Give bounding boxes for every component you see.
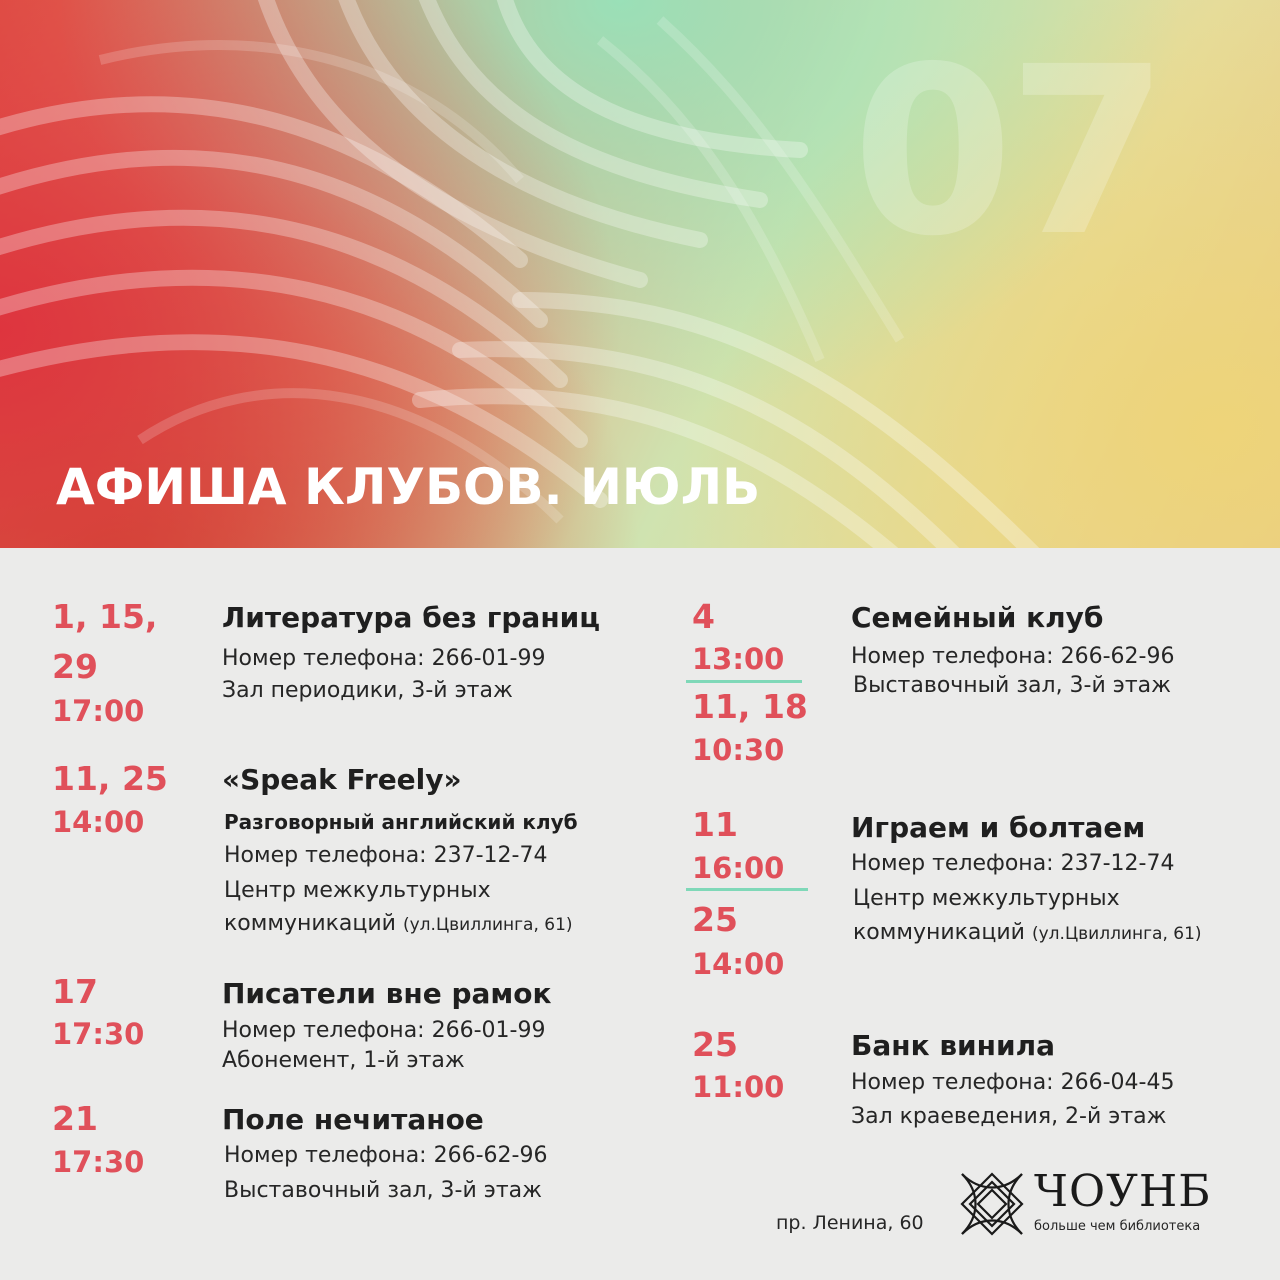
event-dates-speak bbox=[52, 759, 168, 798]
event-place: Центр межкультурных bbox=[224, 878, 491, 903]
event-dates-literature bbox=[52, 597, 158, 636]
event-phone-writers bbox=[222, 1020, 545, 1042]
event-phone-family bbox=[851, 646, 1174, 668]
event-place-writers bbox=[222, 1050, 465, 1072]
event-dates: 21 bbox=[52, 1099, 98, 1138]
event-dates: 11, 18 bbox=[692, 687, 808, 726]
event-title-literature bbox=[222, 601, 601, 634]
event-time-field bbox=[52, 1145, 145, 1179]
event-place-field bbox=[224, 1180, 542, 1202]
event-time: 13:00 bbox=[692, 642, 785, 676]
event-dates: 17 bbox=[52, 972, 98, 1011]
slot-separator bbox=[686, 888, 808, 891]
event-title-family bbox=[851, 601, 1104, 634]
event-dates-family bbox=[692, 597, 715, 636]
event-dates-vinyl bbox=[692, 1025, 738, 1064]
event-dates: 11 bbox=[692, 805, 738, 844]
event-dates: 1, 15, bbox=[52, 597, 158, 636]
event-place-play-cont bbox=[853, 922, 1202, 944]
event-place-speak-cont bbox=[224, 913, 573, 935]
event-place: Абонемент, 1-й этаж bbox=[222, 1048, 465, 1073]
month-number: 07 bbox=[852, 17, 1163, 287]
event-time: 17:00 bbox=[52, 694, 145, 728]
event-title: Семейный клуб bbox=[851, 601, 1104, 634]
event-title-writers bbox=[222, 977, 552, 1010]
logo-name: ЧОУНБ bbox=[1034, 1166, 1212, 1217]
event-dates: 25 bbox=[692, 900, 738, 939]
event-phone-speak bbox=[224, 845, 547, 867]
event-phone-vinyl bbox=[851, 1072, 1174, 1094]
event-dates: 29 bbox=[52, 647, 98, 686]
event-dates-family-2 bbox=[692, 687, 808, 726]
event-subtitle: Разговорный английский клуб bbox=[224, 810, 578, 834]
event-title: «Speak Freely» bbox=[222, 763, 462, 796]
event-phone: Номер телефона: 237-12-74 bbox=[851, 851, 1175, 876]
event-phone: Номер телефона: 266-01-99 bbox=[222, 1018, 546, 1043]
event-phone-field bbox=[224, 1145, 547, 1167]
event-time: 11:00 bbox=[692, 1070, 785, 1104]
event-title-speak bbox=[222, 763, 462, 796]
event-title-field bbox=[222, 1103, 484, 1136]
event-place-family bbox=[853, 675, 1171, 697]
event-time: 10:30 bbox=[692, 733, 785, 767]
event-time-family-2 bbox=[692, 733, 785, 767]
event-place-cont bbox=[224, 913, 573, 935]
event-time: 17:30 bbox=[52, 1145, 145, 1179]
event-place-literature bbox=[222, 680, 513, 702]
event-title: Банк винила bbox=[851, 1029, 1056, 1062]
event-phone: Номер телефона: 266-04-45 bbox=[851, 1070, 1175, 1095]
event-dates: 11, 25 bbox=[52, 759, 168, 798]
event-time-speak bbox=[52, 805, 145, 839]
event-time: 16:00 bbox=[692, 851, 785, 885]
event-place-cont bbox=[853, 922, 1202, 944]
event-place: Выставочный зал, 3-й этаж bbox=[853, 673, 1171, 698]
place-text: коммуникаций bbox=[853, 920, 1025, 945]
event-time: 14:00 bbox=[52, 805, 145, 839]
event-subtitle-speak bbox=[224, 812, 578, 832]
event-dates-field bbox=[52, 1099, 98, 1138]
hero-banner bbox=[0, 0, 1280, 548]
place-address: (ул.Цвиллинга, 61) bbox=[402, 915, 573, 935]
event-phone: Номер телефона: 266-62-96 bbox=[224, 1143, 548, 1168]
event-time: 14:00 bbox=[692, 947, 785, 981]
library-logo-icon bbox=[960, 1172, 1024, 1236]
event-title: Поле нечитаное bbox=[222, 1103, 484, 1136]
event-phone: Номер телефона: 266-62-96 bbox=[851, 644, 1175, 669]
event-time-literature bbox=[52, 694, 145, 728]
page-title: АФИША КЛУБОВ. ИЮЛЬ bbox=[56, 458, 761, 516]
event-phone-play bbox=[851, 853, 1174, 875]
event-phone-literature bbox=[222, 648, 545, 670]
event-title-vinyl bbox=[851, 1029, 1056, 1062]
event-title-play bbox=[851, 811, 1146, 844]
place-text: коммуникаций bbox=[224, 911, 396, 936]
event-time-vinyl bbox=[692, 1070, 785, 1104]
event-place: Зал периодики, 3-й этаж bbox=[222, 678, 513, 703]
event-dates-writers bbox=[52, 972, 98, 1011]
event-title: Литература без границ bbox=[222, 601, 601, 634]
event-place-vinyl bbox=[851, 1106, 1166, 1128]
event-place-play bbox=[853, 888, 1120, 910]
logo-tagline: больше чем библиотека bbox=[1034, 1219, 1201, 1234]
event-place-speak bbox=[224, 880, 491, 902]
place-address: (ул.Цвиллинга, 61) bbox=[1031, 924, 1202, 944]
event-title: Играем и болтаем bbox=[851, 811, 1146, 844]
event-place: Центр межкультурных bbox=[853, 886, 1120, 911]
event-dates-play-2 bbox=[692, 900, 738, 939]
event-title: Писатели вне рамок bbox=[222, 977, 552, 1010]
event-time-family bbox=[692, 642, 785, 676]
event-time-writers bbox=[52, 1017, 145, 1051]
event-time: 17:30 bbox=[52, 1017, 145, 1051]
event-phone: Номер телефона: 266-01-99 bbox=[222, 646, 546, 671]
slot-separator bbox=[686, 680, 802, 683]
event-time-play bbox=[692, 851, 785, 885]
event-phone: Номер телефона: 237-12-74 bbox=[224, 843, 548, 868]
event-time-play-2 bbox=[692, 947, 785, 981]
event-dates: 4 bbox=[692, 597, 715, 636]
event-dates-literature-cont bbox=[52, 647, 98, 686]
event-place: Зал краеведения, 2-й этаж bbox=[851, 1104, 1167, 1129]
event-dates: 25 bbox=[692, 1025, 738, 1064]
event-place: Выставочный зал, 3-й этаж bbox=[224, 1178, 542, 1203]
event-dates-play bbox=[692, 805, 738, 844]
address: пр. Ленина, 60 bbox=[776, 1212, 924, 1234]
